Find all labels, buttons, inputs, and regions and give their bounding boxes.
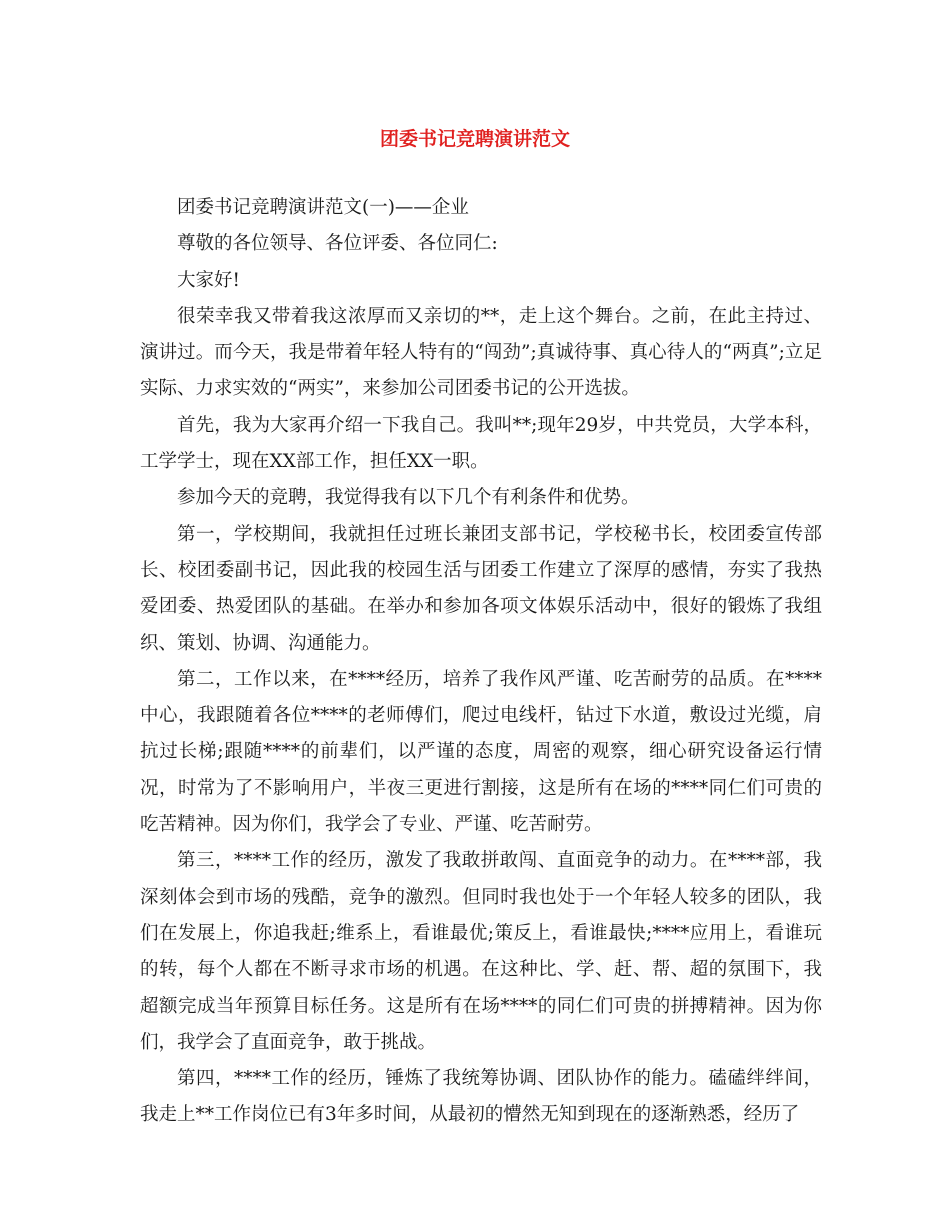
paragraph-greeting: 大家好! [177,269,240,291]
paragraph-salutation: 尊敬的各位领导、各位评委、各位同仁: [177,233,498,255]
paragraph-point-one: 第一，学校期间，我就担任过班长兼团支部书记，学校秘书长，校团委宣传部长、校团委副书记，因此我的校园生活与团委工作建立了深厚的感情，夯实了我热爱团委、热爱团队的基础。在举办和参加各项文体娱乐活动中，很好的锻炼了我组织、策划、协调、沟通能力。 [140,523,822,654]
paragraph-intro: 很荣幸我又带着我这浓厚而又亲切的**，走上这个舞台。之前，在此主持过、演讲过。而今天，我是带着年轻人特有的“闯劲”;真诚待事、真心待人的“两真”;立足实际、力求实效的“两实”，来参加公司团委书记的公开选拔。 [140,305,822,400]
document-title: 团委书记竞聘演讲范文 [379,128,570,150]
paragraph-subtitle: 团委书记竞聘演讲范文(一)——企业 [177,197,469,218]
document-body [140,190,822,1134]
paragraph-self-introduction: 首先，我为大家再介绍一下我自己。我叫**;现年29岁，中共党员，大学本科，工学学士，现在XX部工作，担任XX一职。 [140,414,822,473]
paragraph-point-three: 第三，****工作的经历，激发了我敢拼敢闯、直面竞争的动力。在****部，我深刻体会到市场的残酷，竞争的激烈。但同时我也处于一个年轻人较多的团队，我们在发展上，你追我赶;维系上，看谁最优;策反上，看谁最快;****应用上，看谁玩的转，每个人都在不断寻求市场的机遇。在这种比、学、赶、帮、超的氛围下，我超额完成当年预算目标任务。这是所有在场****的同仁们可贵的拼搏精神。因为你们，我学会了直面竞争，敢于挑战。 [140,850,822,1053]
paragraph-advantages-lead: 参加今天的竞聘，我觉得我有以下几个有利条件和优势。 [177,487,640,509]
paragraph-point-two: 第二，工作以来，在****经历，培养了我作风严谨、吃苦耐劳的品质。在****中心，我跟随着各位****的老师傅们，爬过电线杆，钻过下水道，敷设过光缆，肩抗过长梯;跟随****的前辈们，以严谨的态度，周密的观察，细心研究设备运行情况，时常为了不影响用户，半夜三更进行割接，这是所有在场的****同仁们可贵的吃苦精神。因为你们，我学会了专业、严谨、吃苦耐劳。 [140,668,822,836]
paragraph-point-four: 第四，****工作的经历，锤炼了我统筹协调、团队协作的能力。磕磕绊绊间，我走上**工作岗位已有3年多时间，从最初的懵然无知到现在的逐渐熟悉，经历了 [140,1068,822,1126]
